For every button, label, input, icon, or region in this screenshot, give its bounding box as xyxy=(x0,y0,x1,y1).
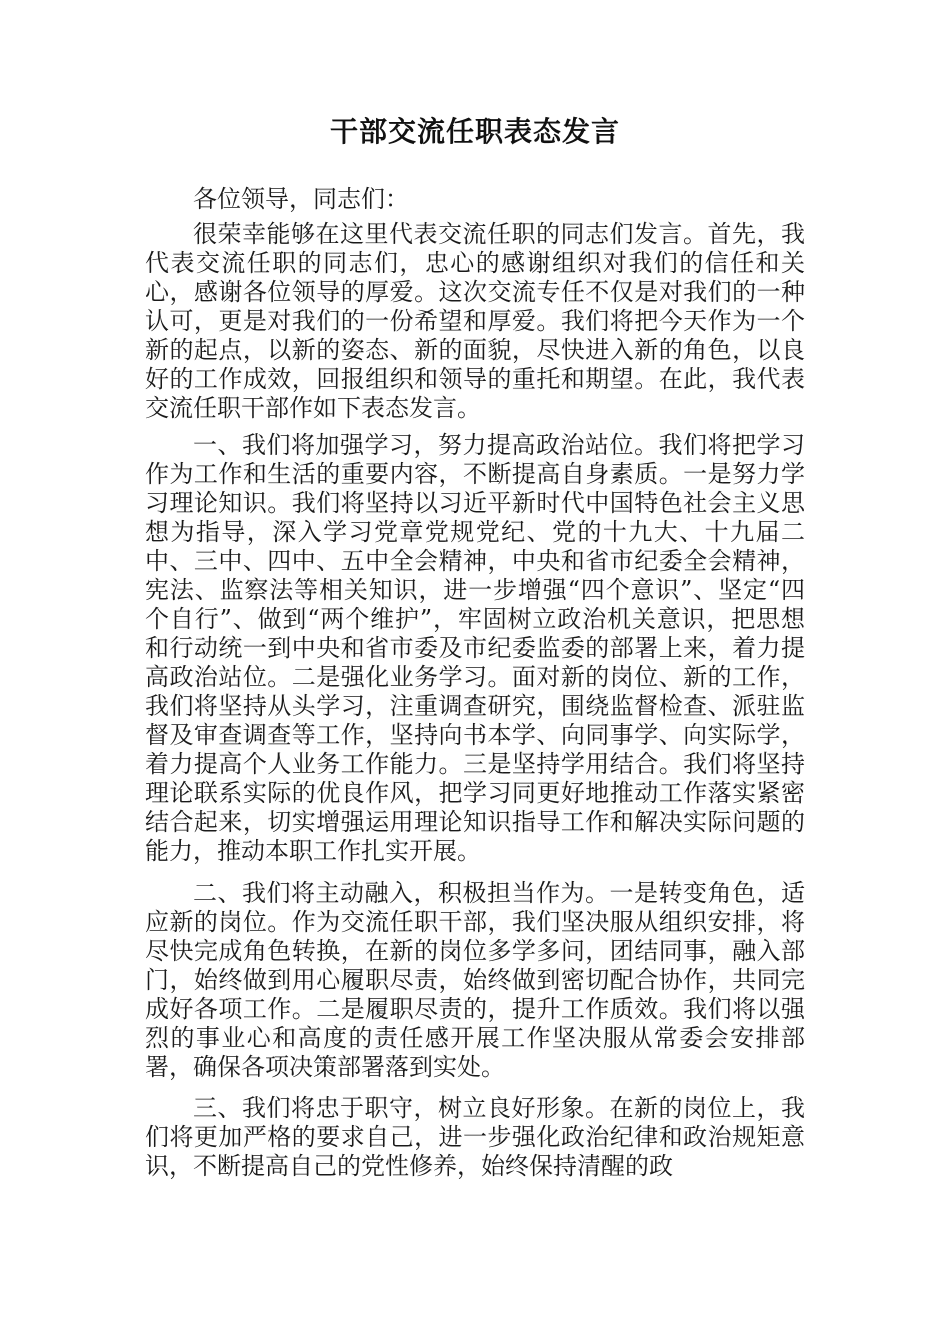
document-title: 干部交流任职表态发言 xyxy=(329,115,620,148)
paragraph-section-3: 三、我们将忠于职守，树立良好形象。在新的岗位上，我们将更加严格的要求自己，进一步强化政治纪律和政治规矩意识，不断提高自己的党性修养，始终保持清醒的政 xyxy=(145,1094,805,1180)
paragraph-section-2: 二、我们将主动融入，积极担当作为。一是转变角色，适应新的岗位。作为交流任职干部，我们坚决服从组织安排，将尽快完成角色转换，在新的岗位多学多问，团结同事，融入部门，始终做到用心履职尽责，始终做到密切配合协作，共同完成好各项工作。二是履职尽责的，提升工作质效。我们将以强烈的事业心和高度的责任感开展工作坚决服从常委会安排部署，确保各项决策部署落到实处。 xyxy=(145,879,805,1081)
paragraph-section-1: 一、我们将加强学习，努力提高政治站位。我们将把学习作为工作和生活的重要内容，不断提高自身素质。一是努力学习理论知识。我们将坚持以习近平新时代中国特色社会主义思想为指导，深入学习党章党规党纪、党的十九大、十九届二中、三中、四中、五中全会精神，中央和省市纪委全会精神，宪法、监察法等相关知识，进一步增强“四个意识”、坚定“四个自行”、做到“两个维护”，牢固树立政治机关意识，把思想和行动统一到中央和省市委及市纪委监委的部署上来，着力提高政治站位。二是强化业务学习。面对新的岗位、新的工作，我们将坚持从头学习，注重调查研究，围绕监督检查、派驻监督及审查调查等工作，坚持向书本学、向同事学、向实际学，着力提高个人业务工作能力。三是坚持学用结合。我们将坚持理论联系实际的优良作风，把学习同更好地推动工作落实紧密结合起来，切实增强运用理论知识指导工作和解决实际问题的能力，推动本职工作扎实开展。 xyxy=(145,431,805,865)
document-body xyxy=(145,185,805,1181)
paragraph-intro: 很荣幸能够在这里代表交流任职的同志们发言。首先，我代表交流任职的同志们，忠心的感谢组织对我们的信任和关心，感谢各位领导的厚爱。这次交流专任不仅是对我们的一种认可，更是对我们的一份希望和厚爱。我们将把今天作为一个新的起点，以新的姿态、新的面貌，尽快进入新的角色，以良好的工作成效，回报组织和领导的重托和期望。在此，我代表交流任职干部作如下表态发言。 xyxy=(145,220,805,422)
salutation: 各位领导，同志们： xyxy=(193,185,409,213)
